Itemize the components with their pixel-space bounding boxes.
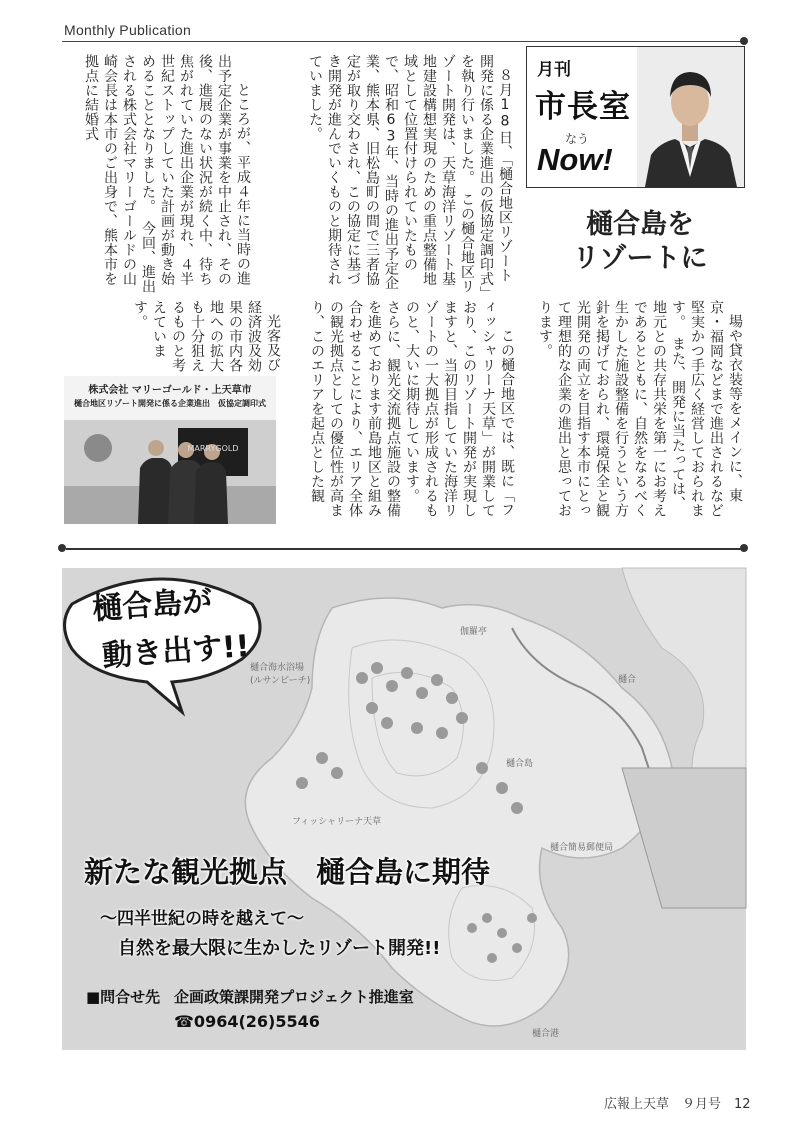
publication-title: Monthly Publication (64, 22, 192, 38)
masthead-now-ruby: なう (565, 132, 590, 146)
masthead-now: Now! (537, 142, 613, 177)
bubble-line2: 動き出す!! (101, 628, 251, 675)
map-subtitle-2: 自然を最大限に生かしたリゾート開発!! (118, 938, 441, 959)
map-label-beach: 樋合海水浴場 (ルサンビーチ) (250, 663, 311, 686)
mayor-portrait (637, 47, 744, 187)
article-column-5 (132, 300, 282, 374)
masthead-label-small: 月刊 (537, 60, 571, 80)
page-footer: 広報上天草 ９月号 12 (604, 1097, 751, 1112)
map-label-kanpatei: 伽羅亭 (460, 627, 488, 637)
header-rule (62, 41, 744, 42)
contact-phone: ☎0964(26)5546 (174, 1012, 320, 1031)
map-headline: 新たな観光拠点 樋合島に期待 (84, 855, 491, 889)
contact-label: ■問合せ先 (86, 988, 161, 1006)
map-label-gatasaki: 樋合港 (532, 1029, 560, 1039)
map-label-post: 樋合簡易郵便局 (550, 843, 614, 853)
article-headline (540, 208, 740, 276)
article-col5-text: 光客及び経済波及効果の市内各地への拡大も十分狙えるものと考えています。 (132, 300, 281, 373)
article-headline-line2: リゾートに (572, 243, 708, 274)
photo-banner-line1: 株式会社 マリーゴールド・上天草市 (88, 385, 252, 396)
bubble-line1: 樋合島が (91, 583, 214, 628)
photo-banner-line2: 樋合地区リゾート開発に係る企業進出 仮協定調印式 (74, 399, 266, 408)
masthead-box (526, 46, 745, 188)
photo-company-sign: MARRYGOLD (187, 444, 239, 453)
ceremony-photo (64, 376, 276, 524)
article-col2-text: ところが、平成４年に当時の進出予定企業が事業を中止され、その後、進展のない状況が続く中、待ち焦がれていた進出企業が現れ、４半世紀ストップしていた計画が動き始めることとなりました。 今回、進出される株式会社マリーゴールドの山崎会長は本市のご出身で、熊本市を拠点に結婚式 (83, 54, 251, 294)
article-headline-line1: 樋合島を (586, 209, 694, 240)
header-rule-dot (740, 37, 748, 45)
map-label-hiai: 樋合 (618, 675, 637, 685)
article-col4-text: この樋合地区では、既に「フィッシャリーナ天草」が開業しており、このリゾート開発が実現しますと、当初目指していた海洋リゾートの一大拠点が形成されるものと、大いに期待しています。 さらに、観光交流拠点施設の整備を進めております前島地区と組み合わせることにより、エリア全体の観光拠点としての優位性が高まり、このエリアを起点とした観 (309, 300, 515, 518)
contact-department: 企画政策課開発プロジェクト推進室 (174, 988, 414, 1006)
map-label-hiaijima: 樋合島 (506, 759, 534, 769)
section-rule-dot-left (58, 544, 66, 552)
map-subtitle-1: ～四半世紀の時を越えて～ (100, 909, 304, 929)
masthead-title-area (527, 47, 637, 187)
section-rule-dot-right (740, 544, 748, 552)
map-label-fisherina: フィッシャリーナ天草 (292, 817, 382, 827)
article-column-1 (258, 54, 514, 294)
article-col3-text: 場や貸衣装等をメインに、東京・福岡などまで進出されるなど堅実かつ手広く経営しておられます。 また、開発に当たっては、地元との共存共栄を第一にお考えであるとともに、自然をなるべく生かした施設整備を行うという方針を掲げておられ、環境保全と観光開発の両立を目指す本市にとって理想的な企業の進出と思っております。 (537, 300, 743, 518)
section-rule (66, 548, 744, 550)
map-area (62, 568, 746, 1050)
article-col1-text: ８月18日、「樋合地区リゾート開発に係る企業進出の仮協定調印式」を執り行いました。 この樋合地区リゾート開発は、天草海洋リゾート基地建設構想実現のための重点整備地域として位置付けられていたもので、昭和63年、当時の進出予定企業、熊本県、旧松島町の間で三者協定が取り交わされ、この協定に基づき開発が進んでいくものと期待されていました。 (307, 54, 513, 294)
masthead-label-big: 市長室 (535, 89, 631, 125)
article-column-3 (524, 300, 744, 524)
article-column-4 (286, 300, 516, 524)
article-column-2 (62, 54, 252, 294)
